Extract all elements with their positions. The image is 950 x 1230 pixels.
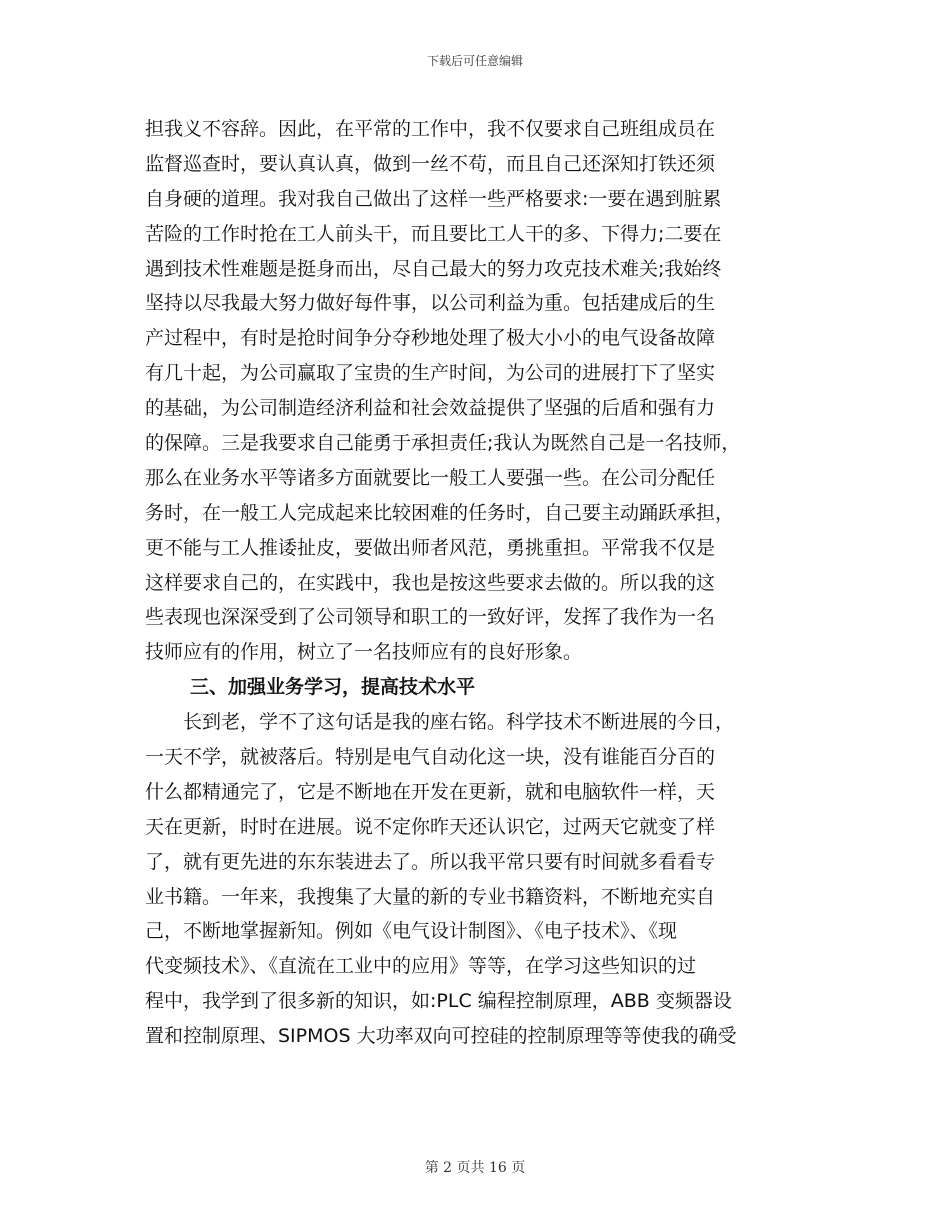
paragraph-line: 什么都精通完了，它是不断地在开发在更新，就和电脑软件一样，天 <box>145 780 716 803</box>
paragraph-line: 遇到技术性难题是挺身而出，尽自己最大的努力攻克技术难关;我始终 <box>145 257 722 280</box>
paragraph-line: 苦险的工作时抢在工人前头干，而且要比工人干的多、下得力;二要在 <box>145 222 722 245</box>
paragraph-line: 的基础，为公司制造经济利益和社会效益提供了坚强的后盾和强有力 <box>145 397 716 420</box>
paragraph-line: 那么在业务水平等诸多方面就要比一般工人要强一些。在公司分配任 <box>145 466 716 489</box>
paragraph-line: 业书籍。一年来，我搜集了大量的新的专业书籍资料，不断地充实自 <box>145 885 716 908</box>
paragraph-line: 的保障。三是我要求自己能勇于承担责任;我认为既然自己是一名技师， <box>145 432 741 455</box>
paragraph-line: 代变频技术》、《直流在工业中的应用》等等，在学习这些知识的过 <box>145 955 697 978</box>
paragraph-line: 务时，在一般工人完成起来比较困难的任务时，自己要主动踊跃承担， <box>145 501 735 524</box>
paragraph-line: 有几十起，为公司赢取了宝贵的生产时间，为公司的进展打下了坚实 <box>145 362 716 385</box>
paragraph-line: 这样要求自己的，在实践中，我也是按这些要求去做的。所以我的这 <box>145 571 716 594</box>
paragraph-line: 担我义不容辞。因此，在平常的工作中，我不仅要求自己班组成员在 <box>145 118 716 140</box>
paragraph-line: 一天不学，就被落后。特别是电气自动化这一块，没有谁能百分百的 <box>145 746 716 769</box>
section-heading: 三、加强业务学习，提高技术水平 <box>190 676 476 699</box>
page-footer: 第 2 页共 16 页 <box>424 1160 526 1176</box>
page-header: 下载后可任意编辑 <box>426 54 523 68</box>
paragraph-line: 坚持以尽我最大努力做好每件事，以公司利益为重。包括建成后的生 <box>145 292 716 315</box>
paragraph-line: 技师应有的作用，树立了一名技师应有的良好形象。 <box>145 641 583 664</box>
paragraph-line: 产过程中，有时是抢时间争分夺秒地处理了极大小小的电气设备故障 <box>145 327 716 350</box>
paragraph-line: 了，就有更先进的东东装进去了。所以我平常只要有时间就多看看专 <box>145 850 716 873</box>
paragraph-line: 更不能与工人推诿扯皮，要做出师者风范，勇挑重担。平常我不仅是 <box>145 536 716 559</box>
paragraph-line: 天在更新，时时在进展。说不定你昨天还认识它，过两天它就变了样 <box>145 815 716 838</box>
paragraph-line: 监督巡查时，要认真认真，做到一丝不苟，而且自己还深知打铁还须 <box>145 152 716 175</box>
paragraph-line: 程中，我学到了很多新的知识，如:PLC 编程控制原理，ABB 变频器设 <box>145 990 732 1013</box>
body-text <box>145 112 805 1054</box>
paragraph-line: 些表现也深深受到了公司领导和职工的一致好评，发挥了我作为一名 <box>145 606 716 629</box>
paragraph-line: 长到老，学不了这句话是我的座右铭。科学技术不断进展的今日， <box>183 711 735 734</box>
paragraph-line: 置和控制原理、SIPMOS 大功率双向可控硅的控制原理等等使我的确受 <box>145 1025 737 1048</box>
paragraph-line: 自身硬的道理。我对我自己做出了这样一些严格要求:一要在遇到脏累 <box>145 187 722 210</box>
paragraph-line: 己，不断地掌握新知。例如《电气设计制图》、《电子技术》、《现 <box>145 920 678 943</box>
